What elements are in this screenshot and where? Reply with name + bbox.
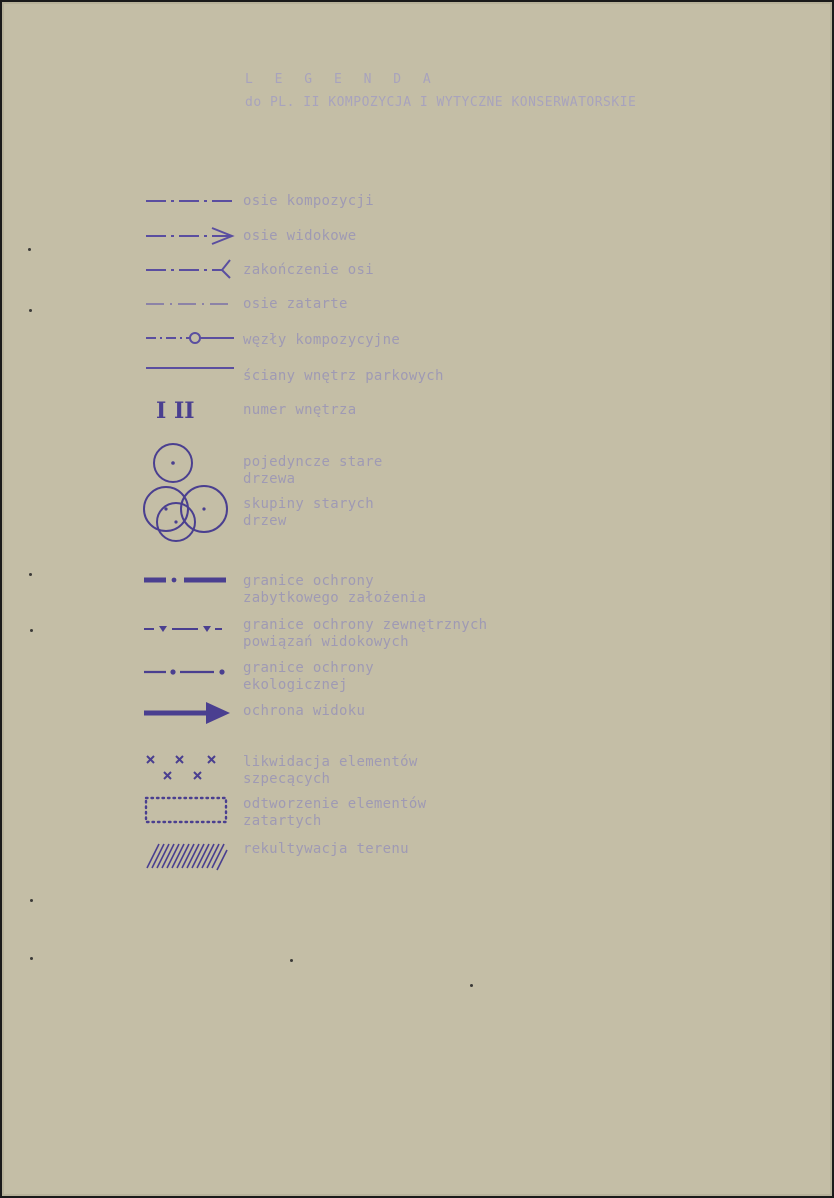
legend-label-line2: zatartych bbox=[243, 813, 322, 829]
legend-header bbox=[245, 72, 636, 110]
axis-end-icon bbox=[142, 258, 237, 280]
bold-arrow-icon bbox=[142, 700, 237, 726]
roman-numerals-symbol: I II bbox=[156, 398, 195, 424]
legend-label: numer wnętrza bbox=[243, 402, 357, 418]
legend-label: ściany wnętrz parkowych bbox=[243, 368, 444, 384]
legend-label-line1: odtworzenie elementów bbox=[243, 796, 427, 812]
legend-label: osie zatarte bbox=[243, 296, 348, 312]
legend-label: rekultywacja terenu bbox=[243, 841, 409, 857]
legend-label-line2: szpecących bbox=[243, 771, 331, 787]
faded-axis-icon bbox=[142, 302, 237, 306]
legend-title: L E G E N D A bbox=[245, 72, 438, 87]
speck bbox=[29, 573, 32, 576]
solid-line-icon bbox=[142, 366, 237, 370]
heritage-boundary-icon bbox=[142, 576, 237, 584]
triangle-boundary-icon bbox=[142, 624, 237, 636]
speck bbox=[28, 248, 31, 251]
legend-label bbox=[243, 573, 426, 607]
speck bbox=[30, 629, 33, 632]
legend-label-line2: drzewa bbox=[243, 471, 296, 487]
legend-subtitle: do PL. II KOMPOZYCJA I WYTYCZNE KONSERWATORSKIE bbox=[245, 95, 637, 110]
cross-marks-icon bbox=[142, 752, 232, 786]
speck bbox=[30, 899, 33, 902]
legend-label: zakończenie osi bbox=[243, 262, 374, 278]
legend-label-line2: ekologicznej bbox=[243, 677, 348, 693]
node-icon bbox=[142, 330, 237, 346]
legend-label: ochrona widoku bbox=[243, 703, 366, 719]
legend-label bbox=[243, 660, 374, 694]
legend-label: osie widokowe bbox=[243, 228, 357, 244]
arrow-axis-icon bbox=[142, 226, 237, 246]
dotted-rectangle-icon bbox=[144, 796, 230, 826]
legend-label-line1: skupiny starych bbox=[243, 496, 374, 512]
legend-label bbox=[243, 754, 418, 788]
document-page bbox=[2, 2, 832, 1196]
legend-label-line1: granice ochrony bbox=[243, 660, 374, 676]
legend-label: osie kompozycji bbox=[243, 193, 374, 209]
legend-label-line2: drzew bbox=[243, 513, 287, 529]
speck bbox=[30, 957, 33, 960]
dash-dot-line-icon bbox=[142, 199, 237, 203]
legend-label: węzły kompozycyjne bbox=[243, 332, 401, 348]
legend-label-line1: granice ochrony bbox=[243, 573, 374, 589]
legend-label bbox=[243, 796, 426, 830]
legend-label-line2: zabytkowego założenia bbox=[243, 590, 427, 606]
legend-label-line1: pojedyncze stare bbox=[243, 454, 383, 470]
hatching-icon bbox=[145, 840, 235, 872]
single-tree-icon bbox=[152, 442, 194, 484]
legend-label bbox=[243, 617, 487, 651]
legend-label bbox=[243, 496, 374, 530]
dot-boundary-icon bbox=[142, 668, 237, 676]
speck bbox=[470, 984, 473, 987]
tree-group-icon bbox=[142, 484, 232, 546]
speck bbox=[29, 309, 32, 312]
legend-label-line1: likwidacja elementów bbox=[243, 754, 418, 770]
speck bbox=[290, 959, 293, 962]
legend-label-line2: powiązań widokowych bbox=[243, 634, 409, 650]
legend-label-line1: granice ochrony zewnętrznych bbox=[243, 617, 488, 633]
legend-label bbox=[243, 454, 383, 488]
